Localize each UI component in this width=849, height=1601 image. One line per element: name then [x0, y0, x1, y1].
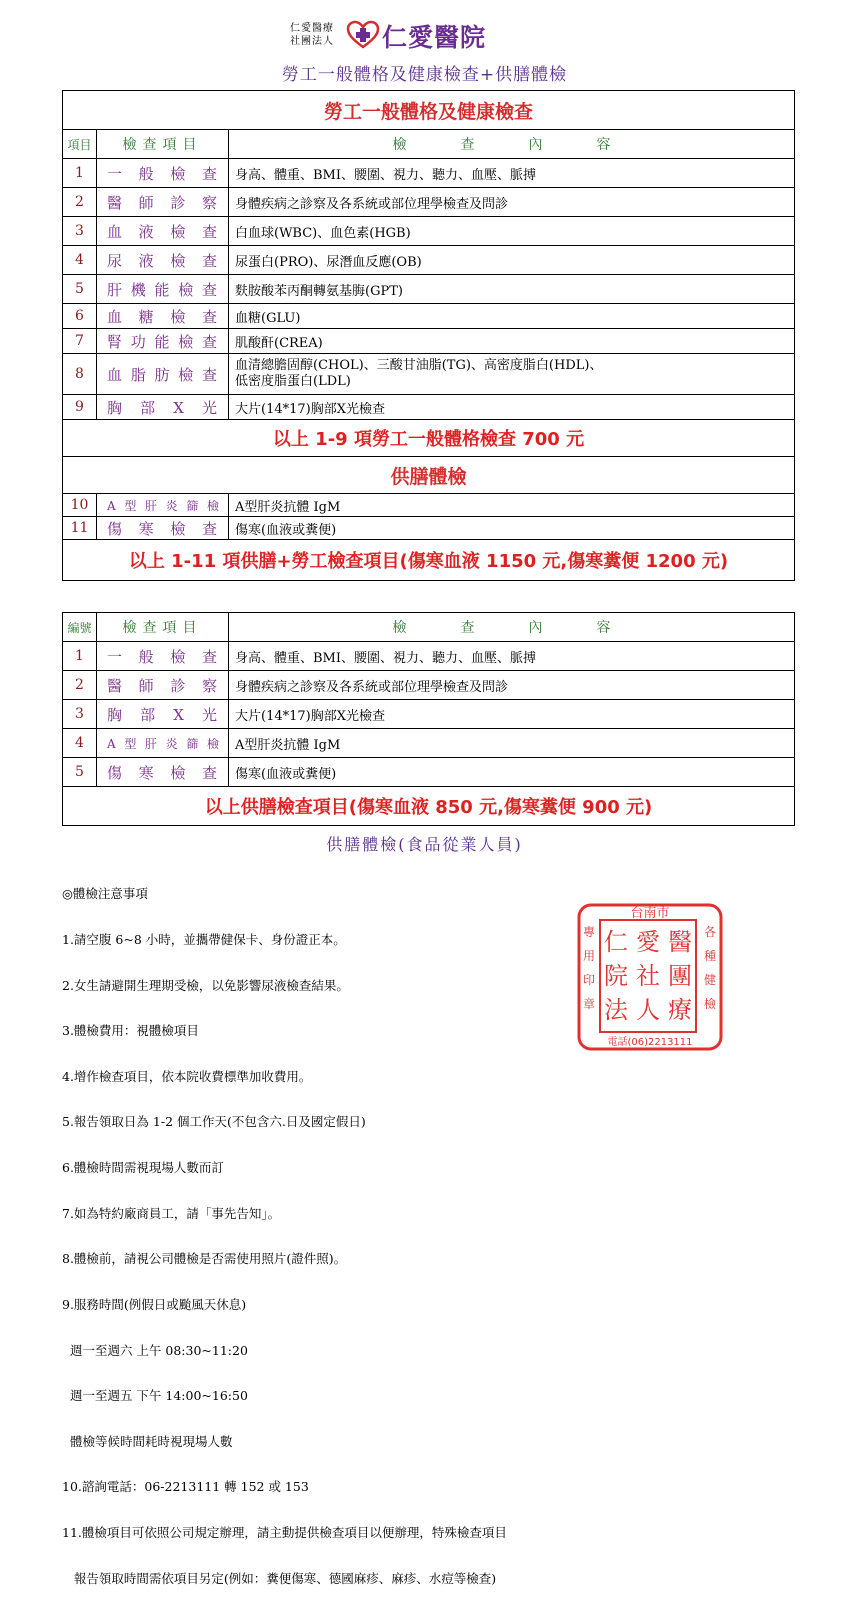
row-content: A型肝炎抗體 IgM [229, 729, 795, 758]
row-num: 9 [63, 395, 97, 420]
total-catering: 以上供膳檢查項目(傷寒血液 850 元,傷寒糞便 900 元) [63, 787, 795, 826]
stamp-right-char: 各 [703, 925, 717, 939]
org-line-2: 社團法人 [290, 36, 334, 47]
row-content-line-2: 低密度脂蛋白(LDL) [235, 374, 351, 389]
row-num: 6 [63, 304, 97, 329]
row-item: 胸部X光 [97, 700, 229, 729]
row-item: 傷寒檢查 [97, 517, 229, 540]
row-num: 5 [63, 275, 97, 304]
note-line: 3.體檢費用：視體檢項目 [62, 1023, 199, 1039]
stamp-center-char: 愛 [636, 928, 660, 956]
note-line: 1.請空腹 6~8 小時，並攜帶健保卡、身份證正本。 [62, 932, 346, 948]
header-num: 項目 [63, 130, 97, 159]
table-row [63, 354, 795, 395]
note-line: 週一至週六 上午 08:30~11:20 [62, 1342, 248, 1358]
table-row [63, 758, 795, 787]
table-row [63, 517, 795, 540]
row-content: 尿蛋白(PRO)、尿潛血反應(OB) [229, 246, 795, 275]
section-title-labor: 勞工一般體格及健康檢查 [63, 91, 795, 130]
stamp-center-char: 醫 [668, 928, 692, 956]
stamp-phone: 電話(06)2213111 [607, 1037, 693, 1048]
total-labor: 以上 1-9 項勞工一般體格檢查 700 元 [63, 420, 795, 457]
row-num: 2 [63, 188, 97, 217]
note-line: ◎體檢注意事項 [62, 886, 148, 902]
row-item: 腎功能檢查 [97, 329, 229, 354]
row-item: 醫師診察 [97, 671, 229, 700]
header-content: 檢 查 內 容 [229, 130, 795, 159]
row-num: 1 [63, 159, 97, 188]
row-num: 3 [63, 700, 97, 729]
header-item: 檢查項目 [97, 130, 229, 159]
note-line: 8.體檢前，請視公司體檢是否需使用照片(證件照)。 [62, 1251, 347, 1267]
stamp-center-char: 療 [668, 996, 692, 1024]
note-line: 體檢等候時間耗時視現場人數 [62, 1433, 233, 1449]
row-content: 身體疾病之診察及各系統或部位理學檢查及問診 [229, 671, 795, 700]
page-header [0, 18, 849, 54]
note-line: 11.體檢項目可依照公司規定辦理，請主動提供檢查項目以便辦理，特殊檢查項目 [62, 1524, 507, 1540]
hospital-seal-stamp-icon [576, 902, 724, 1052]
row-num: 10 [63, 494, 97, 517]
row-item: 血糖檢查 [97, 304, 229, 329]
header-item: 檢查項目 [97, 613, 229, 642]
note-line: 5.報告領取日為 1-2 個工作天(不包含六.日及國定假日) [62, 1114, 366, 1130]
labor-checkup-table [62, 90, 795, 581]
stamp-right-char: 檢 [703, 997, 717, 1011]
note-line: 4.增作檢查項目，依本院收費標準加收費用。 [62, 1068, 312, 1084]
row-content: 血糖(GLU) [229, 304, 795, 329]
table-row [63, 275, 795, 304]
row-num: 5 [63, 758, 97, 787]
note-line: 7.如為特約廠商員工，請「事先告知」。 [62, 1205, 281, 1221]
table-row [63, 729, 795, 758]
table-row [63, 395, 795, 420]
row-content [229, 354, 795, 395]
row-content: 傷寒(血液或糞便) [229, 758, 795, 787]
row-item: 一般檢查 [97, 159, 229, 188]
stamp-center-char: 人 [636, 996, 660, 1024]
row-num: 4 [63, 246, 97, 275]
stamp-left-char: 專 [582, 925, 596, 939]
row-num: 3 [63, 217, 97, 246]
row-num: 4 [63, 729, 97, 758]
stamp-center-char: 仁 [604, 928, 628, 956]
notes-list [62, 856, 507, 1601]
table-row [63, 304, 795, 329]
catering-checkup-table [62, 612, 795, 826]
stamp-left-char: 用 [582, 949, 596, 963]
row-content-line-1: 血清總膽固醇(CHOL)、三酸甘油脂(TG)、高密度脂白(HDL)、 [235, 358, 603, 373]
document-title: 勞工一般體格及健康檢查+供膳體檢 [281, 65, 568, 85]
row-item: 醫師診察 [97, 188, 229, 217]
hospital-name: 仁愛醫院 [382, 23, 487, 52]
total-catering-labor: 以上 1-11 項供膳+勞工檢查項目(傷寒血液 1150 元,傷寒糞便 1200 元) [63, 540, 795, 581]
row-content: 身高、體重、BMI、腰圍、視力、聽力、血壓、脈搏 [229, 642, 795, 671]
hospital-heart-logo-icon [346, 20, 380, 50]
row-num: 1 [63, 642, 97, 671]
stamp-center-char: 院 [604, 962, 628, 990]
row-item: A型肝炎篩檢 [97, 494, 229, 517]
stamp-top-text: 台南市 [630, 906, 670, 921]
stamp-center-char: 社 [636, 962, 660, 990]
row-num: 7 [63, 329, 97, 354]
row-item: 血脂肪檢查 [97, 354, 229, 395]
table-row [63, 217, 795, 246]
row-item: 尿液檢查 [97, 246, 229, 275]
stamp-center-char: 團 [668, 962, 692, 990]
note-line: 6.體檢時間需視現場人數而訂 [62, 1160, 224, 1176]
table-row [63, 494, 795, 517]
stamp-left-char: 章 [582, 997, 596, 1011]
table-row [63, 188, 795, 217]
stamp-right-char: 種 [703, 949, 717, 963]
row-content: 大片(14*17)胸部X光檢查 [229, 700, 795, 729]
row-item: 胸部X光 [97, 395, 229, 420]
row-content: 肌酸酐(CREA) [229, 329, 795, 354]
note-line: 9.服務時間(例假日或颱風天休息) [62, 1296, 247, 1312]
catering-subtitle: 供膳體檢(食品從業人員) [326, 835, 523, 854]
row-num: 11 [63, 517, 97, 540]
row-content: 白血球(WBC)、血色素(HGB) [229, 217, 795, 246]
table-row [63, 671, 795, 700]
row-content: 大片(14*17)胸部X光檢查 [229, 395, 795, 420]
org-line-1: 仁愛醫療 [290, 23, 334, 34]
section-title-catering: 供膳體檢 [63, 457, 795, 494]
stamp-left-char: 印 [582, 973, 596, 987]
header-num: 編號 [63, 613, 97, 642]
note-line: 報告領取時間需依項目另定(例如：糞便傷寒、德國麻疹、麻疹、水痘等檢查) [62, 1570, 497, 1586]
table-row [63, 700, 795, 729]
row-item: 一般檢查 [97, 642, 229, 671]
table-row [63, 246, 795, 275]
row-num: 8 [63, 354, 97, 395]
row-content: 麩胺酸苯丙酮轉氨基脢(GPT) [229, 275, 795, 304]
note-line: 週一至週五 下午 14:00~16:50 [62, 1388, 248, 1404]
stamp-right-char: 健 [703, 973, 717, 987]
row-content: 傷寒(血液或糞便) [229, 517, 795, 540]
row-content: 身高、體重、BMI、腰圍、視力、聽力、血壓、脈搏 [229, 159, 795, 188]
table-row [63, 642, 795, 671]
table-row [63, 329, 795, 354]
row-item: 血液檢查 [97, 217, 229, 246]
row-item: 肝機能檢查 [97, 275, 229, 304]
row-content: A型肝炎抗體 IgM [229, 494, 795, 517]
row-item: 傷寒檢查 [97, 758, 229, 787]
row-num: 2 [63, 671, 97, 700]
note-line: 2.女生請避開生理期受檢，以免影響尿液檢查結果。 [62, 977, 349, 993]
note-line: 10.諮詢電話：06-2213111 轉 152 或 153 [62, 1479, 309, 1495]
header-content: 檢 查 內 容 [229, 613, 795, 642]
table-row [63, 159, 795, 188]
row-content: 身體疾病之診察及各系統或部位理學檢查及問診 [229, 188, 795, 217]
row-item: A型肝炎篩檢 [97, 729, 229, 758]
stamp-center-char: 法 [604, 996, 628, 1024]
org-label [280, 22, 344, 48]
